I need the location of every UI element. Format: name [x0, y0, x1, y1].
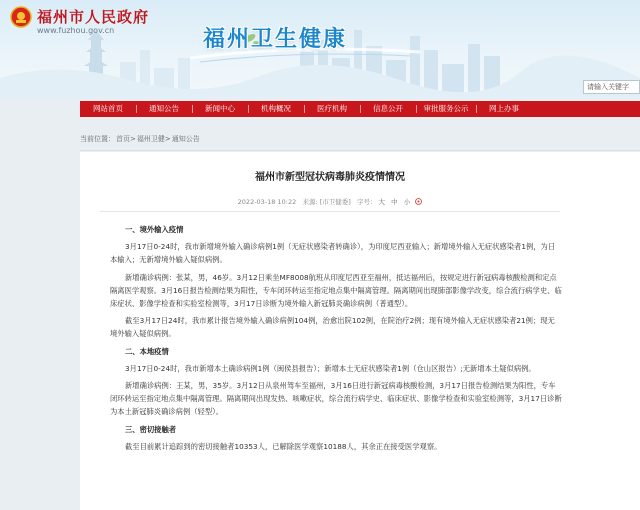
- article-title: 福州市新型冠状病毒肺炎疫情情况: [255, 172, 405, 183]
- section-heading: 二、本地疫情: [125, 346, 169, 356]
- article-paragraph: 截至目前累计追踪到的密切接触者10353人，已解除医学观察10188人，其余正在接受医学观察。: [125, 441, 442, 451]
- breadcrumb: [80, 134, 200, 148]
- article-body: [110, 222, 562, 456]
- site-title: 福州卫生健康: [203, 27, 348, 52]
- main-nav: [80, 101, 640, 117]
- article-paragraph: 3月17日0-24时，我市新增境外输入确诊病例1例（无症状感染者转确诊），为印度尼西亚输入；新增境外输入无症状感染者1例，为日本输入；无新增境外输入疑似病例。: [110, 242, 556, 265]
- article-paragraph: 截至3月17日24时，我市累计报告境外输入确诊病例104例，治愈出院102例，在院治疗2例；现有境外输入无症状感染者21例；现无境外输入疑似病例。: [110, 316, 555, 339]
- breadcrumb-notices[interactable]: 通知公告: [171, 135, 200, 143]
- site-header: [0, 0, 640, 98]
- nav-item-approval-services[interactable]: 审批服务公示: [416, 101, 476, 117]
- nav-item-info-disclosure[interactable]: 信息公开: [360, 101, 416, 117]
- section-heading: 一、境外输入疫情: [125, 225, 184, 234]
- nav-item-online-services[interactable]: 网上办事: [476, 101, 532, 117]
- article-panel: [80, 152, 640, 510]
- nav-item-medical-institutions[interactable]: 医疗机构: [304, 101, 360, 117]
- national-emblem-icon: [10, 6, 32, 28]
- article-paragraph: 3月17日0-24时，我市新增本土确诊病例1例（闽侯县报告）；新增本土无症状感染者1例（仓山区报告）;无新增本土疑似病例。: [125, 363, 536, 373]
- article-date: 2022-03-18 10:22: [237, 198, 297, 206]
- breadcrumb-separator: >: [130, 135, 136, 143]
- breadcrumb-prefix: 当前位置：: [80, 135, 115, 143]
- nav-item-notices[interactable]: 通知公告: [136, 101, 192, 117]
- breadcrumb-fuzhou-health[interactable]: 福州卫健: [136, 135, 165, 143]
- share-icon[interactable]: [415, 198, 422, 205]
- breadcrumb-home[interactable]: 首页: [116, 135, 130, 143]
- font-size-small-option[interactable]: 小: [403, 198, 411, 206]
- nav-item-organization[interactable]: 机构概况: [248, 101, 304, 117]
- breadcrumb-divider: [80, 150, 640, 151]
- gov-site-url: www.fuzhou.gov.cn: [37, 26, 115, 35]
- article-paragraph: 新增确诊病例：王某，男，35岁。3月12日从泉州驾车至福州，3月16日进行新冠病毒核酸检测，3月17日报告检测结果为阳性，专车闭环转运至指定地点集中隔离管理。隔离期间出现发热、咳嗽症状，综合流行病学史、临床症状、影像学检查和实验室检测等，3月17日诊断为本土新冠肺炎确诊病例（轻型）。: [110, 381, 562, 417]
- breadcrumb-separator: >: [164, 135, 171, 143]
- search-input[interactable]: [583, 80, 640, 94]
- nav-item-home[interactable]: 网站首页: [93, 104, 123, 113]
- nav-item-news[interactable]: 新闻中心: [192, 101, 248, 117]
- section-heading: 三、密切接触者: [125, 424, 177, 434]
- article-meta: [80, 197, 580, 206]
- article-source: 来源: [市卫健委]: [302, 198, 351, 206]
- article-paragraph: 新增确诊病例：张某，男，46岁。3月12日乘坐MF8008航班从印度尼西亚至福州，抵达福州后，按规定进行新冠病毒核酸检测和定点隔离医学观察。3月16日报告检测结果为阳性，专车闭环转运至指定地点集中隔离管理。隔离期间出现肺部影像学改变，综合流行病学史、临床症状、影像学检查和实验室检测等，3月17日诊断为境外输入新冠肺炎确诊病例（普通型）。: [110, 272, 562, 309]
- font-size-label: 字号：: [356, 198, 377, 206]
- font-size-medium-option[interactable]: 中: [391, 198, 398, 206]
- gov-site-name[interactable]: 福州市人民政府: [37, 8, 150, 26]
- font-size-large-option[interactable]: 大: [378, 198, 385, 206]
- title-divider: [100, 211, 560, 212]
